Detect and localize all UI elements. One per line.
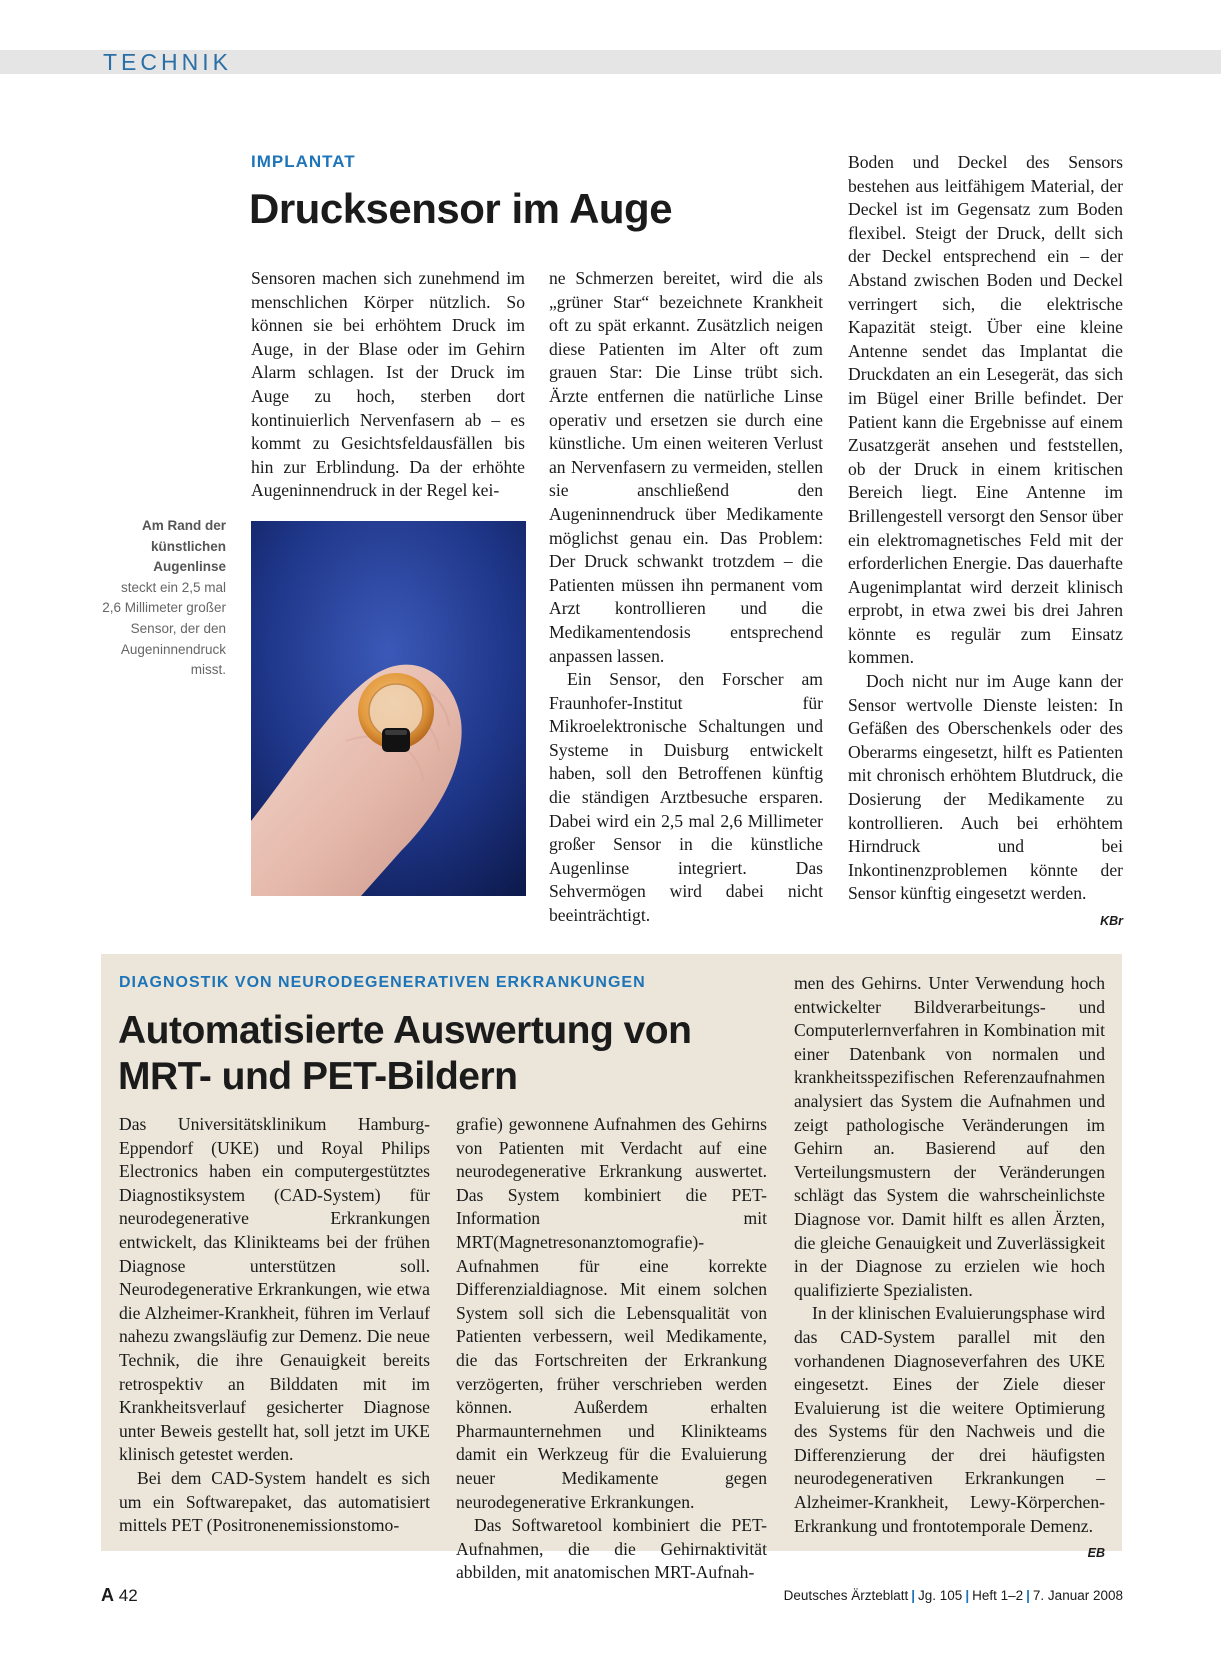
journal-name: Deutsches Ärzteblatt bbox=[783, 1588, 909, 1603]
article1-column-2 bbox=[549, 267, 823, 928]
page-prefix: A bbox=[101, 1585, 114, 1605]
article1-paragraph: Boden und Deckel des Sensors bestehen aus leitfähigem Material, der Deckel ist im Gegensatz zum Boden flexibel. Steigt der Druck, dellt sich der Deckel entsprechend ein – der Abstand zwischen Boden und Deckel verringert sich, die elektrische Kapazität steigt. Über eine kleine Antenne sendet das Implantat die Druckdaten an ein Lesegerät, das sich im Bügel einer Brille befindet. Der Patient kann die Ergebnisse auf einem Zusatzgerät ansehen und feststellen, ob der Druck in einem kritischen Bereich liegt. Eine Antenne im Brillengestell versorgt den Sensor über ein elektromagnetisches Feld mit der erforderlichen Energie. Das dauerhafte Augenimplantat wird derzeit klinisch erprobt, in etwa zwei bis drei Jahren könnte es regulär zum Einsatz kommen. bbox=[848, 152, 1123, 668]
article2-title-line-1: Automatisierte Auswertung von bbox=[118, 1009, 692, 1052]
article2-author: EB bbox=[1087, 1546, 1105, 1561]
article2-paragraph: grafie) gewonnene Aufnahmen des Gehirns von Patienten mit Verdacht auf eine neurodegenerative Erkrankung auswertet. Das System kombiniert die PET-Information mit MRT(Magnetresonanztomografie)-Aufnahmen für eine korrekte Differenzialdiagnose. Mit einem solchen System soll sich die Lebensqualität von Patienten verbessern, weil Medikamente, die das Fortschreiten der Erkrankung verzögerten, früher verschrieben werden können. Außerdem erhalten Pharmaunternehmen und Klinikteams damit ein Werkzeug für die Evaluierung neuer Medikamente gegen neurodegenerative Erkrankungen. bbox=[456, 1114, 767, 1512]
article1-author: KBr bbox=[1100, 914, 1123, 928]
article2-title bbox=[118, 1008, 691, 1100]
caption-lead: Am Rand der künstlichen Augenlinse bbox=[141, 518, 226, 575]
photo-caption bbox=[100, 516, 226, 681]
page-number-value: 42 bbox=[118, 1586, 138, 1605]
article1-paragraph: Sensoren machen sich zunehmend im menschlichen Körper nützlich. So können sie bei erhöhtem Druck im Auge, in der Blase oder im Gehirn Alarm schlagen. Ist der Druck im Auge zu hoch, sterben dort kontinuierlich Nervenfasern ab – es kommt zu Gesichtsfeldausfällen bis hin zur Erblindung. Da der erhöhte Augeninnendruck in der Regel kei- bbox=[251, 268, 525, 501]
article2-paragraph: Bei dem CAD-System handelt es sich um ein Softwarepaket, das automatisiert mittels PET (Positronenemissionstomo- bbox=[119, 1467, 430, 1536]
article2-column-1 bbox=[119, 1113, 430, 1538]
article1-paragraph bbox=[848, 670, 1123, 928]
journal-date: 7. Januar 2008 bbox=[1032, 1588, 1123, 1603]
caption-text: steckt ein 2,5 mal 2,6 Millimeter großer Sensor, der den Augeninnendruck misst. bbox=[102, 579, 226, 678]
article2-paragraph: men des Gehirns. Unter Verwendung hoch entwickelter Bildverarbeitungs- und Computerlernverfahren in Kombination mit einer Datenbank von normalen und krankheitsspezifischen Referenzaufnahmen analysiert das System die Aufnahmen und zeigt pathologische Veränderungen im Gehirn an. Basierend auf den Verteilungsmustern der Veränderungen schlägt das System die wahrscheinlichste Diagnose vor. Damit hilft es allen Ärzten, die gleiche Genauigkeit und Zuverlässigkeit in der Diagnose zu erzielen wie hoch qualifizierte Spezialisten. bbox=[794, 973, 1105, 1300]
journal-issue: Heft 1–2 bbox=[972, 1588, 1024, 1603]
page-number bbox=[101, 1585, 138, 1606]
journal-volume: Jg. 105 bbox=[918, 1588, 963, 1603]
sensor-on-fingertip-photo bbox=[251, 521, 526, 896]
article2-column-2 bbox=[456, 1113, 767, 1585]
article2-column-3 bbox=[794, 972, 1105, 1566]
article1-last-paragraph-text: Doch nicht nur im Auge kann der Sensor wertvolle Dienste leisten: In Gefäßen des Oberschenkels oder des Oberarms eingesetzt, hilft es Patienten mit chronisch erhöhtem Blutdruck, die Dosierung der Medikamente zu kontrollieren. Auch bei erhöhtem Hirndruck und bei Inkontinenzproblemen könnte der Sensor künftig eingesetzt werden. bbox=[848, 671, 1123, 904]
article1-kicker: IMPLANTAT bbox=[251, 152, 356, 171]
article2-paragraph: Das Softwaretool kombiniert die PET-Aufnahmen, die die Gehirnaktivität abbilden, mit anatomischen MRT-Aufnah- bbox=[456, 1515, 767, 1583]
article1-column-1 bbox=[251, 267, 525, 503]
journal-citation: Deutsches Ärzteblatt | Jg. 105 | Heft 1–2 | 7. Januar 2008 bbox=[783, 1588, 1123, 1603]
article2-last-paragraph-text: In der klinischen Evaluierungsphase wird das CAD-System parallel mit den vorhandenen Diagnoseverfahren des UKE eingesetzt. Eines der Ziele dieser Evaluierung ist die weitere Optimierung des Systems für den Nachweis und die Differenzierung der drei häufigsten neurodegenerativen Erkrankungen – Alzheimer-Krankheit, Lewy-Körperchen-Erkrankung und frontotemporale Demenz. bbox=[794, 1303, 1105, 1536]
article1-title: Drucksensor im Auge bbox=[249, 185, 673, 232]
article2-kicker: DIAGNOSTIK VON NEURODEGENERATIVEN ERKRANKUNGEN bbox=[119, 974, 646, 991]
article2-title-line-2: MRT- und PET-Bildern bbox=[118, 1055, 518, 1098]
section-label: TECHNIK bbox=[103, 49, 232, 75]
article2-paragraph bbox=[794, 1302, 1105, 1561]
article1-paragraph: ne Schmerzen bereitet, wird die als „grüner Star“ bezeichnete Krankheit oft zu spät erkannt. Zusätzlich neigen diese Patienten im Alter oft zum grauen Star: Die Linse trübt sich. Ärzte entfernen die natürliche Linse operativ und ersetzen sie durch eine künstliche. Um einen weiteren Verlust an Nervenfasern zu vermeiden, stellen sie anschließend den Augeninnendruck über Medikamente möglichst genau ein. Das Problem: Der Druck schwankt trotzdem – die Patienten müssen ihn permanent vom Arzt kontrollieren und die Medikamentendosis entsprechend anpassen lassen. bbox=[549, 268, 823, 666]
article2-paragraph: Das Universitätsklinikum Hamburg-Eppendorf (UKE) und Royal Philips Electronics haben ein computergestütztes Diagnostiksystem (CAD-System) für neurodegenerative Erkrankungen entwickelt, das Klinikteams bei der frühen Diagnose unterstützen soll. Neurodegenerative Erkrankungen, wie etwa die Alzheimer-Krankheit, führen im Verlauf nahezu zwangsläufig zur Demenz. Die neue Technik, die ihre Genauigkeit bereits retrospektiv an Bilddaten mit im Krankheitsverlauf gesicherter Diagnose unter Beweis gestellt hat, soll jetzt im UKE klinisch getestet werden. bbox=[119, 1114, 430, 1465]
article1-column-3 bbox=[848, 151, 1123, 934]
article1-paragraph: Ein Sensor, den Forscher am Fraunhofer-Institut für Mikroelektronische Schaltungen und Systeme in Duisburg entwickelt haben, soll den Betroffenen künftig die ständigen Arztbesuche ersparen. Dabei wird ein 2,5 mal 2,6 Millimeter großer Sensor in die künstliche Augenlinse integriert. Das Sehvermögen wird dabei nicht beeinträchtigt. bbox=[549, 669, 823, 926]
